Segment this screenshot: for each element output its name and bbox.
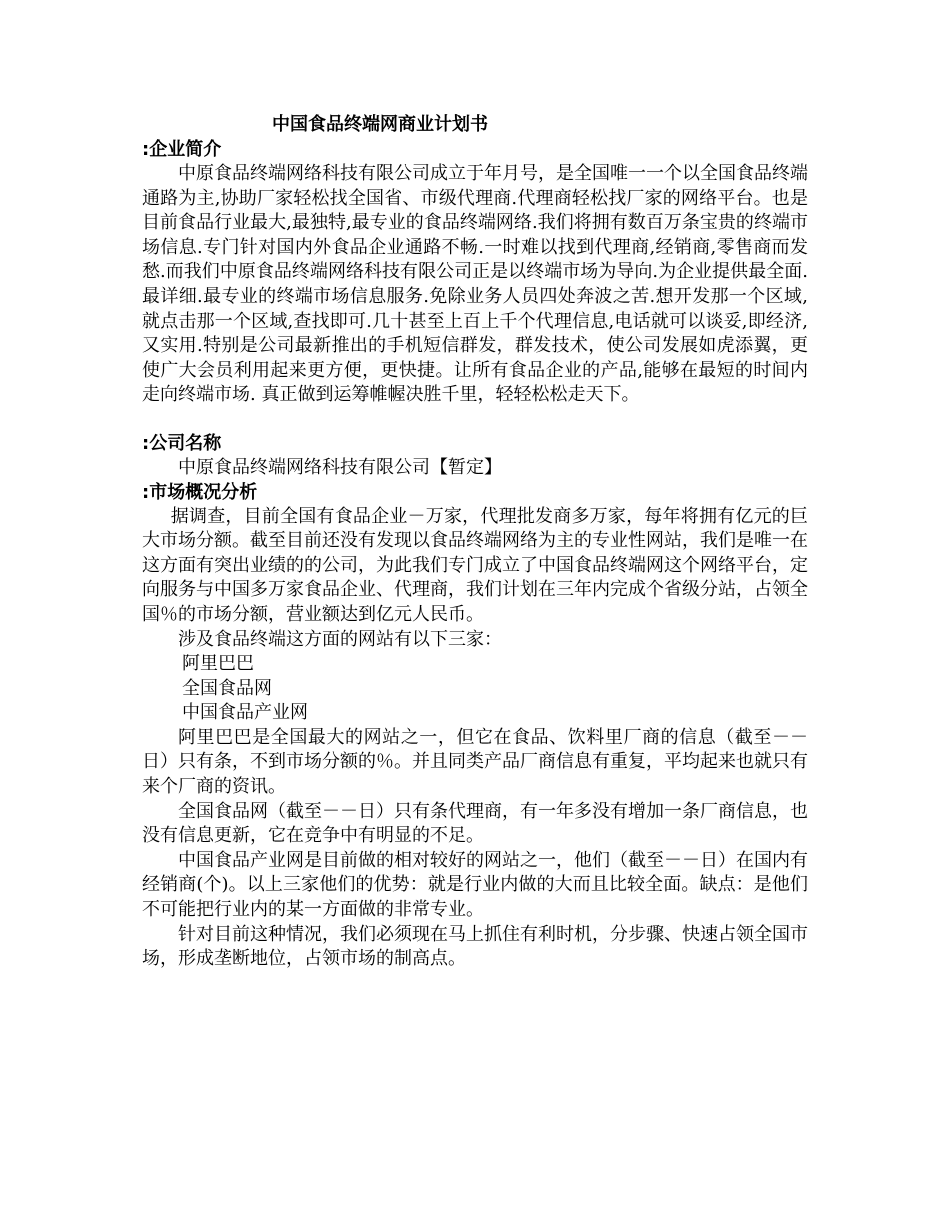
market-paragraph-6: 针对目前这种情况，我们必须现在马上抓住有利时机，分步骤、快速占领全国市场，形成垄断地位，占领市场的制高点。 (142, 923, 808, 970)
site-list-item: 阿里巴巴 (182, 653, 254, 675)
market-paragraph-3: 阿里巴巴是全国最大的网站之一，但它在食品、饮料里厂商的信息（截至－－日）只有条，不到市场分额的％。并且同类产品厂商信息有重复，平均起来也就只有来个厂商的资讯。 (142, 726, 808, 798)
document-page (142, 112, 808, 972)
site-list-item: 中国食品产业网 (182, 702, 308, 724)
site-list-item: 全国食品网 (182, 677, 272, 699)
market-paragraph-1: 据调查，目前全国有食品企业－万家，代理批发商多万家，每年将拥有亿元的巨大市场分额。截至目前还没有发现以食品终端网络为主的专业性网站，我们是唯一在这方面有突出业绩的的公司，为此我们专门成立了中国食品终端网这个网络平台，定向服务与中国多万家食品企业、代理商，我们计划在三年内完成个省级分站，占领全国％的市场分额，营业额达到亿元人民币。 (142, 505, 808, 625)
market-paragraph-2: 涉及食品终端这方面的网站有以下三家： (178, 628, 502, 650)
intro-paragraph: 中原食品终端网络科技有限公司成立于年月号，是全国唯一一个以全国食品终端通路为主,协助厂家轻松找全国省、市级代理商.代理商轻松找厂家的网络平台。也是目前食品行业最大,最独特,最专业的食品终端网络.我们将拥有数百万条宝贵的终端市场信息.专门针对国内外食品企业通路不畅.一时难以找到代理商,经销商,零售商而发愁.而我们中原食品终端网络科技有限公司正是以终端市场为导向.为企业提供最全面.最详细.最专业的终端市场信息服务.免除业务人员四处奔波之苦.想开发那一个区域,就点击那一个区域,查找即可.几十甚至上百上千个代理信息,电话就可以谈妥,即经济,又实用.特别是公司最新推出的手机短信群发，群发技术，使公司发展如虎添翼，更使广大会员利用起来更方便，更快捷。让所有食品企业的产品,能够在最短的时间内走向终端市场. 真正做到运筹帷幄决胜千里，轻轻松松走天下。 (142, 163, 808, 406)
section-heading-market: :市场概况分析 (142, 481, 258, 503)
market-paragraph-5: 中国食品产业网是目前做的相对较好的网站之一，他们（截至－－日）在国内有经销商(个)。以上三家他们的优势：就是行业内做的大而且比较全面。缺点：是他们不可能把行业内的某一方面做的非常专业。 (142, 849, 808, 921)
blank-line (142, 408, 808, 432)
section-heading-intro: :企业简介 (142, 139, 222, 160)
document-title: 中国食品终端网商业计划书 (272, 114, 488, 135)
market-paragraph-4: 全国食品网（截至－－日）只有条代理商，有一年多没有增加一条厂商信息，也没有信息更新，它在竞争中有明显的不足。 (142, 800, 808, 847)
company-name-paragraph: 中原食品终端网络科技有限公司【暂定】 (178, 456, 502, 478)
section-heading-company-name: :公司名称 (142, 432, 222, 454)
